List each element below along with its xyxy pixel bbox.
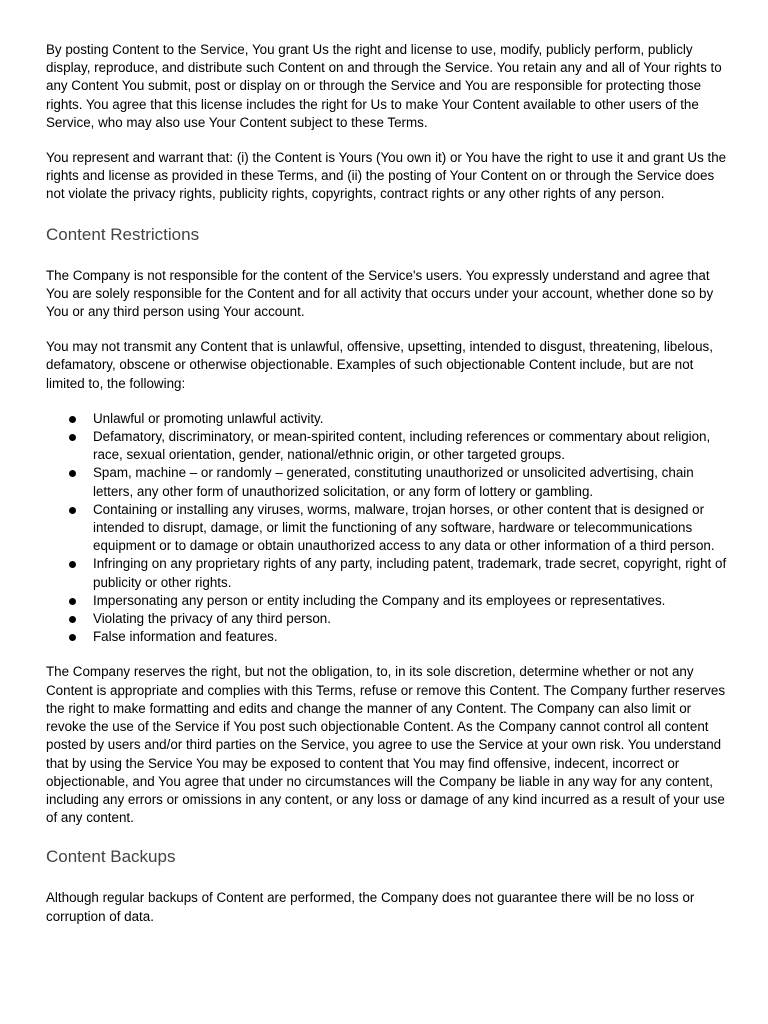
bullet-icon (69, 416, 76, 423)
list-item-text: Spam, machine – or randomly – generated, constituting unauthorized or unsolicited advertising, chain letters, any other form of unauthorized solicitation, or any form of lottery or gambling. (93, 465, 694, 499)
bullet-icon (69, 561, 76, 568)
list-item-text: Infringing on any proprietary rights of any party, including patent, trademark, trade secret, copyright, right of publicity or other rights. (93, 556, 727, 590)
list-item (46, 464, 728, 500)
list-item-text: False information and features. (93, 629, 278, 645)
list-item-text: Unlawful or promoting unlawful activity. (93, 410, 324, 426)
reserves-right-paragraph: The Company reserves the right, but not the obligation, to, in its sole discretion, determine whether or not any Content is appropriate and complies with this Terms, refuse or remove this Content. The Company further reserves the right to make formatting and edits and change the manner of any Content. The Company can also limit or revoke the use of the Service if You post such objectionable Content. As the Company cannot control all content posted by users and/or third parties on the Service, you agree to use the Service at your own risk. You understand that by using the Service You may be exposed to content that You may find offensive, indecent, incorrect or objectionable, and You agree that under no circumstances will the Company be liable in any way for any content, including any errors or omissions in any content, or any loss or damage of any kind incurred as a result of your use of any content. (46, 664, 726, 826)
bullet-icon (69, 507, 76, 514)
content-restrictions-intro: The Company is not responsible for the content of the Service's users. You expressly understand and agree that You are solely responsible for the Content and for all activity that occurs under your account, whether done so by You or any third person using Your account. (46, 267, 714, 320)
content-restrictions-list-intro: You may not transmit any Content that is unlawful, offensive, upsetting, intended to disgust, threatening, libelous, defamatory, obscene or otherwise objectionable. Examples of such objectionable Content include, but are not limited to, the following: (46, 339, 713, 391)
warranty-paragraph: You represent and warrant that: (i) the Content is Yours (You own it) or You have the right to use it and grant Us the rights and license as provided in these Terms, and (ii) the posting of Your Content on or through the Service does not violate the privacy rights, publicity rights, copyrights, contract rights or any other rights of any person. (46, 150, 727, 202)
list-item-text: Violating the privacy of any third person. (93, 611, 331, 627)
list-item (46, 628, 728, 646)
content-backups-paragraph: Although regular backups of Content are performed, the Company does not guarantee there will be no loss or corruption of data. (46, 890, 695, 924)
license-paragraph: By posting Content to the Service, You grant Us the right and license to use, modify, publicly perform, publicly display, reproduce, and distribute such Content on and through the Service. You retain any and all of Your rights to any Content You submit, post or display on or through the Service and You are responsible for protecting those rights. You agree that this license includes the right for Us to make Your Content available to other users of the Service, who may also use Your Content subject to these Terms. (46, 42, 722, 130)
list-item-text: Defamatory, discriminatory, or mean-spirited content, including references or commentary about religion, race, sexual orientation, gender, national/ethnic origin, or other targeted groups. (93, 429, 711, 463)
content-backups-heading: Content Backups (46, 847, 176, 867)
bullet-icon (69, 616, 76, 623)
bullet-icon (69, 434, 76, 441)
list-item (46, 428, 728, 464)
bullet-icon (69, 634, 76, 641)
list-item (46, 610, 728, 628)
bullet-icon (69, 598, 76, 605)
list-item (46, 592, 728, 610)
list-item (46, 555, 728, 591)
list-item-text: Containing or installing any viruses, worms, malware, trojan horses, or other content that is designed or intended to disrupt, damage, or limit the functioning of any software, hardware or telecommunications equipment or to damage or obtain unauthorized access to any data or other information of a third person. (93, 501, 715, 554)
list-item-text: Impersonating any person or entity including the Company and its employees or representatives. (93, 592, 666, 608)
list-item (46, 410, 728, 428)
objectionable-content-list (46, 410, 728, 647)
content-restrictions-heading: Content Restrictions (46, 224, 200, 244)
bullet-icon (69, 470, 76, 477)
list-item (46, 501, 728, 556)
